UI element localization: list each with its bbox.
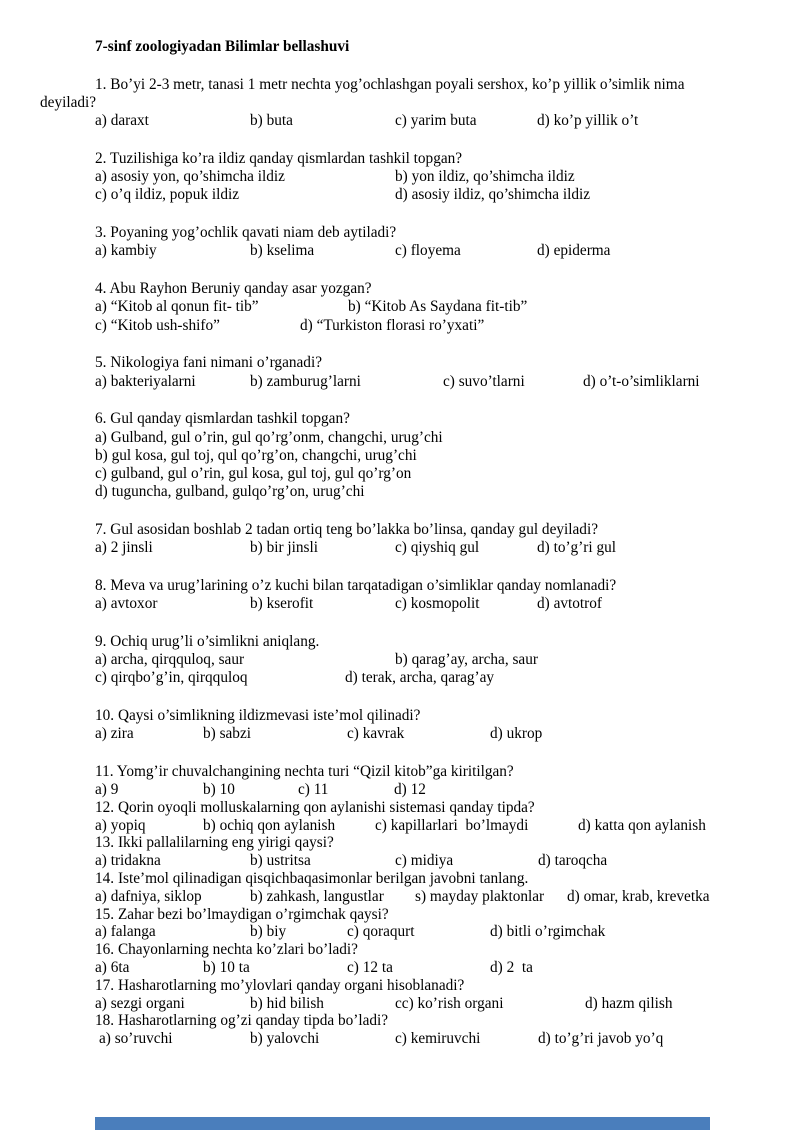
option-text: b) 10 xyxy=(203,781,235,798)
question-line xyxy=(0,870,800,888)
option-text: d) epiderma xyxy=(537,242,611,260)
question-text: 6. Gul qanday qismlardan tashkil topgan? xyxy=(95,410,350,428)
title-line xyxy=(0,38,800,56)
question-text: 14. Iste’mol qilinadigan qisqichbaqasimonlar berilgan javobni tanlang. xyxy=(95,870,529,887)
option-text: a) bakteriyalarni xyxy=(95,372,196,390)
option-text: a) 2 jinsli xyxy=(95,539,153,557)
option-text: d) 2 ta xyxy=(490,959,533,976)
option-text: c) “Kitob ush-shifo” xyxy=(95,316,220,334)
options-line xyxy=(0,373,800,391)
option-text: c) kapillarlari bo’lmaydi xyxy=(375,816,529,834)
question-text: 2. Tuzilishiga ko’ra ildiz qanday qismlardan tashkil topgan? xyxy=(95,150,463,167)
options-line xyxy=(0,112,800,130)
question-line xyxy=(0,94,800,112)
option-text: d) o’t-o’simliklarni xyxy=(583,372,700,390)
option-text: b) buta xyxy=(250,112,293,130)
question-text: 10. Qaysi o’simlikning ildizmevasi iste’mol qilinadi? xyxy=(95,707,421,725)
options-line xyxy=(0,725,800,743)
option-text: b) kserofit xyxy=(250,595,314,613)
options-line xyxy=(0,959,800,977)
options-line xyxy=(0,669,800,687)
option-text: a) 6ta xyxy=(95,959,130,976)
options-line xyxy=(0,186,800,204)
option-text: c) kemiruvchi xyxy=(395,1030,481,1048)
option-text: b) sabzi xyxy=(203,725,251,743)
option-text: d) terak, archa, qarag’ay xyxy=(345,669,495,687)
option-text: a) zira xyxy=(95,725,134,743)
options-line xyxy=(0,651,800,669)
option-text: a) “Kitob al qonun fit- tib” xyxy=(95,298,259,316)
question-line xyxy=(0,799,800,817)
option-text: b) 10 ta xyxy=(203,959,250,976)
question-line xyxy=(0,224,800,242)
option-text: a) so’ruvchi xyxy=(99,1030,173,1048)
option-text: c) kavrak xyxy=(347,725,405,743)
options-line xyxy=(0,317,800,335)
question-line xyxy=(0,76,800,94)
options-line xyxy=(0,447,800,465)
question-text: 11. Yomg’ir chuvalchangining nechta turi “Qizil kitob”ga kiritilgan? xyxy=(95,763,514,781)
options-line xyxy=(0,242,800,260)
option-text: b) ustritsa xyxy=(250,852,311,870)
option-text: b) qarag’ay, archa, saur xyxy=(395,651,538,669)
question-line xyxy=(0,763,800,781)
option-text: a) dafniya, siklop xyxy=(95,887,202,905)
option-text: a) tridakna xyxy=(95,852,161,870)
option-text: c) qoraqurt xyxy=(347,923,415,941)
options-line xyxy=(0,995,800,1013)
option-text: s) mayday plaktonlar xyxy=(415,887,545,905)
question-line xyxy=(0,633,800,651)
option-text: cc) ko’rish organi xyxy=(395,994,504,1012)
option-text: d) to’g’ri javob yo’q xyxy=(538,1030,664,1048)
question-text: 15. Zahar bezi bo’lmaydigan o’rgimchak qaysi? xyxy=(95,905,389,923)
option-text: d) to’g’ri gul xyxy=(537,539,617,557)
option-text: b) biy xyxy=(250,923,287,941)
option-text: c) floyema xyxy=(395,242,461,260)
option-text: b) kselima xyxy=(250,242,315,260)
options-line xyxy=(0,923,800,941)
option-text: d) hazm qilish xyxy=(585,994,673,1012)
options-line xyxy=(0,852,800,870)
question-line xyxy=(0,577,800,595)
option-text: b) gul kosa, gul toj, qul qo’rg’on, changchi, urug’chi xyxy=(95,446,417,464)
question-text: 3. Poyaning yog’ochlik qavati niam deb aytiladi? xyxy=(95,224,397,242)
question-text: 7. Gul asosidan boshlab 2 tadan ortiq teng bo’lakka bo’linsa, qanday gul deyiladi? xyxy=(95,521,598,538)
question-text: 16. Chayonlarning nechta ko’zlari bo’ladi? xyxy=(95,941,358,959)
question-text: 17. Hasharotlarning mo’ylovlari qanday organi hisoblanadi? xyxy=(95,976,465,994)
option-text: c) 11 xyxy=(298,781,329,798)
option-text: a) falanga xyxy=(95,923,156,941)
option-text: d) taroqcha xyxy=(538,852,608,870)
document-title: 7-sinf zoologiyadan Bilimlar bellashuvi xyxy=(95,38,350,55)
question-text: 12. Qorin oyoqli molluskalarning qon aylanishi sistemasi qanday tipda? xyxy=(95,798,535,816)
option-text: c) suvo’tlarni xyxy=(443,372,525,390)
option-text: c) qirqbo’g’in, qirqquloq xyxy=(95,669,248,687)
options-line xyxy=(0,298,800,316)
options-line xyxy=(0,465,800,483)
option-text: c) kosmopolit xyxy=(395,595,480,613)
option-text: a) Gulband, gul o’rin, gul qo’rg’onm, changchi, urug’chi xyxy=(95,428,443,446)
option-text: d) ukrop xyxy=(490,725,543,743)
option-text: a) avtoxor xyxy=(95,595,158,613)
options-line xyxy=(0,429,800,447)
question-line xyxy=(0,280,800,298)
options-line xyxy=(0,817,800,835)
options-line xyxy=(0,1030,800,1048)
question-text: 8. Meva va urug’larining o’z kuchi bilan tarqatadigan o’simliklar qanday nomlanadi? xyxy=(95,577,617,594)
option-text: c) gulband, gul o’rin, gul kosa, gul toj, gul qo’rg’on xyxy=(95,465,412,482)
option-text: b) zamburug’larni xyxy=(250,372,361,390)
question-line xyxy=(0,410,800,428)
option-text: c) qiyshiq gul xyxy=(395,539,480,557)
option-text: d) avtotrof xyxy=(537,595,602,613)
option-text: a) archa, qirqquloq, saur xyxy=(95,651,245,669)
question-line xyxy=(0,977,800,995)
option-text: a) sezgi organi xyxy=(95,994,185,1012)
question-line xyxy=(0,150,800,168)
option-text: b) yon ildiz, qo’shimcha ildiz xyxy=(395,168,575,186)
option-text: d) bitli o’rgimchak xyxy=(490,923,606,941)
option-text: b) “Kitob As Saydana fit-tib” xyxy=(348,298,528,316)
option-text: c) yarim buta xyxy=(395,112,477,130)
option-text: a) yopiq xyxy=(95,816,146,834)
question-text: 5. Nikologiya fani nimani o’rganadi? xyxy=(95,354,322,372)
option-text: d) katta qon aylanish xyxy=(578,816,706,834)
option-text: a) daraxt xyxy=(95,112,149,130)
option-text: a) asosiy yon, qo’shimcha ildiz xyxy=(95,168,285,186)
question-line xyxy=(0,906,800,924)
option-text: d) ko’p yillik o’t xyxy=(537,112,639,130)
question-text: deyiladi? xyxy=(40,94,97,111)
options-line xyxy=(0,168,800,186)
question-text: 4. Abu Rayhon Beruniy qanday asar yozgan? xyxy=(95,280,372,298)
option-text: a) kambiy xyxy=(95,242,157,260)
option-text: b) ochiq qon aylanish xyxy=(203,816,336,834)
question-line xyxy=(0,941,800,959)
footer-bar xyxy=(95,1117,710,1130)
question-line xyxy=(0,354,800,372)
option-text: c) midiya xyxy=(395,852,454,870)
option-text: b) zahkash, langustlar xyxy=(250,887,384,905)
option-text: d) omar, krab, krevetka xyxy=(567,887,710,905)
question-text: 18. Hasharotlarning og’zi qanday tipda bo’ladi? xyxy=(95,1012,389,1030)
options-line xyxy=(0,539,800,557)
option-text: c) o’q ildiz, popuk ildiz xyxy=(95,186,240,204)
option-text: c) 12 ta xyxy=(347,959,393,976)
question-text: 1. Bo’yi 2-3 metr, tanasi 1 metr nechta yog’ochlashgan poyali sershox, ko’p yillik o’simlik nima xyxy=(95,75,685,93)
question-text: 9. Ochiq urug’li o’simlikni aniqlang. xyxy=(95,633,320,650)
options-line xyxy=(0,595,800,613)
options-line xyxy=(0,781,800,799)
option-text: d) “Turkiston florasi ro’yxati” xyxy=(300,316,485,334)
question-text: 13. Ikki pallalilarning eng yirigi qaysi? xyxy=(95,834,334,852)
question-line xyxy=(0,1012,800,1030)
options-line xyxy=(0,483,800,501)
option-text: b) hid bilish xyxy=(250,994,324,1012)
option-text: a) 9 xyxy=(95,781,119,798)
option-text: b) bir jinsli xyxy=(250,539,318,557)
option-text: d) 12 xyxy=(394,781,426,798)
question-line xyxy=(0,707,800,725)
option-text: d) tuguncha, gulband, gulqo’rg’on, urug’chi xyxy=(95,483,365,501)
question-line xyxy=(0,834,800,852)
options-line xyxy=(0,888,800,906)
option-text: b) yalovchi xyxy=(250,1030,320,1048)
question-line xyxy=(0,521,800,539)
option-text: d) asosiy ildiz, qo’shimcha ildiz xyxy=(395,186,591,204)
